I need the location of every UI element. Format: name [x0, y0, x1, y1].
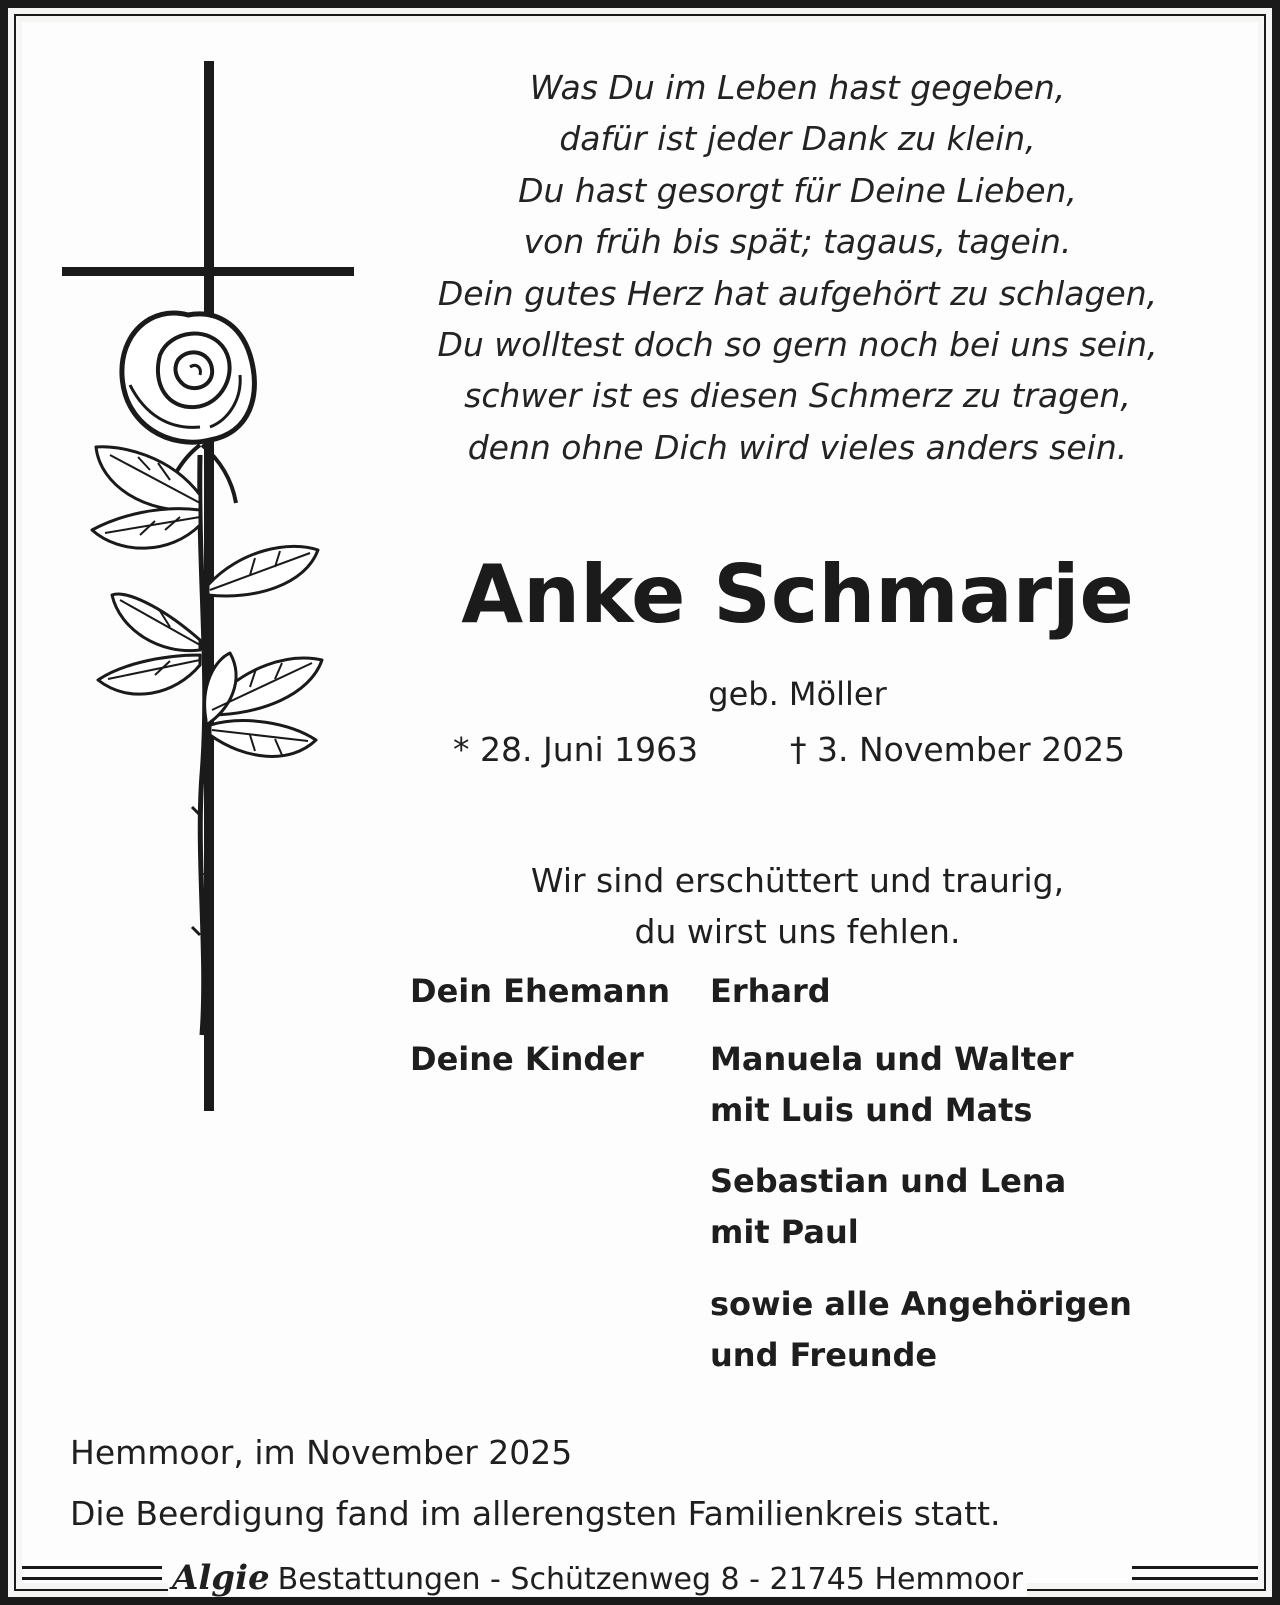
birth-date: * 28. Juni 1963: [453, 730, 699, 769]
children-line: Manuela und Walter: [710, 1040, 1074, 1078]
place-date: Hemmoor, im November 2025: [70, 1433, 573, 1472]
relatives-line: und Freunde: [710, 1336, 938, 1374]
footer-rule-left: [22, 1566, 162, 1580]
poem-line: denn ohne Dich wird vieles anders sein.: [467, 427, 1128, 467]
poem-line: Dein gutes Herz hat aufgehört zu schlagen,: [437, 273, 1158, 313]
cross-with-rose-icon: [50, 55, 370, 1115]
children-line: Sebastian und Lena: [710, 1162, 1067, 1200]
funeral-note: Die Beerdigung fand im allerengsten Familienkreis statt.: [70, 1494, 1001, 1533]
children-line: mit Paul: [710, 1213, 859, 1251]
death-date: † 3. November 2025: [790, 730, 1126, 769]
grief-statement: [390, 855, 1205, 957]
undertaker-footer: [168, 1560, 1027, 1596]
poem-line: Du hast gesorgt für Deine Lieben,: [518, 170, 1077, 210]
grief-line: du wirst uns fehlen.: [634, 912, 961, 951]
poem-line: von früh bis spät; tagaus, tagein.: [523, 222, 1072, 262]
poem-line: schwer ist es diesen Schmerz zu tragen,: [464, 376, 1131, 416]
children-line: mit Luis und Mats: [710, 1091, 1033, 1129]
children-label: Deine Kinder: [410, 1040, 644, 1078]
poem-line: Was Du im Leben hast gegeben,: [529, 68, 1066, 107]
maiden-name: geb. Möller: [708, 675, 887, 713]
deceased-name: Anke Schmarje: [461, 548, 1134, 641]
footer-rule-right: [1132, 1566, 1258, 1580]
undertaker-logo: Algie: [172, 1558, 270, 1598]
grief-line: Wir sind erschüttert und traurig,: [530, 861, 1065, 900]
poem-line: Du wolltest doch so gern noch bei uns sein,: [437, 325, 1158, 365]
undertaker-address: Bestattungen - Schützenweg 8 - 21745 Hemmoor: [277, 1562, 1023, 1597]
relatives-line: sowie alle Angehörigen: [710, 1285, 1132, 1323]
poem: [390, 62, 1205, 473]
poem-line: dafür ist jeder Dank zu klein,: [559, 119, 1036, 159]
husband-name: Erhard: [710, 972, 831, 1010]
husband-label: Dein Ehemann: [410, 972, 670, 1010]
